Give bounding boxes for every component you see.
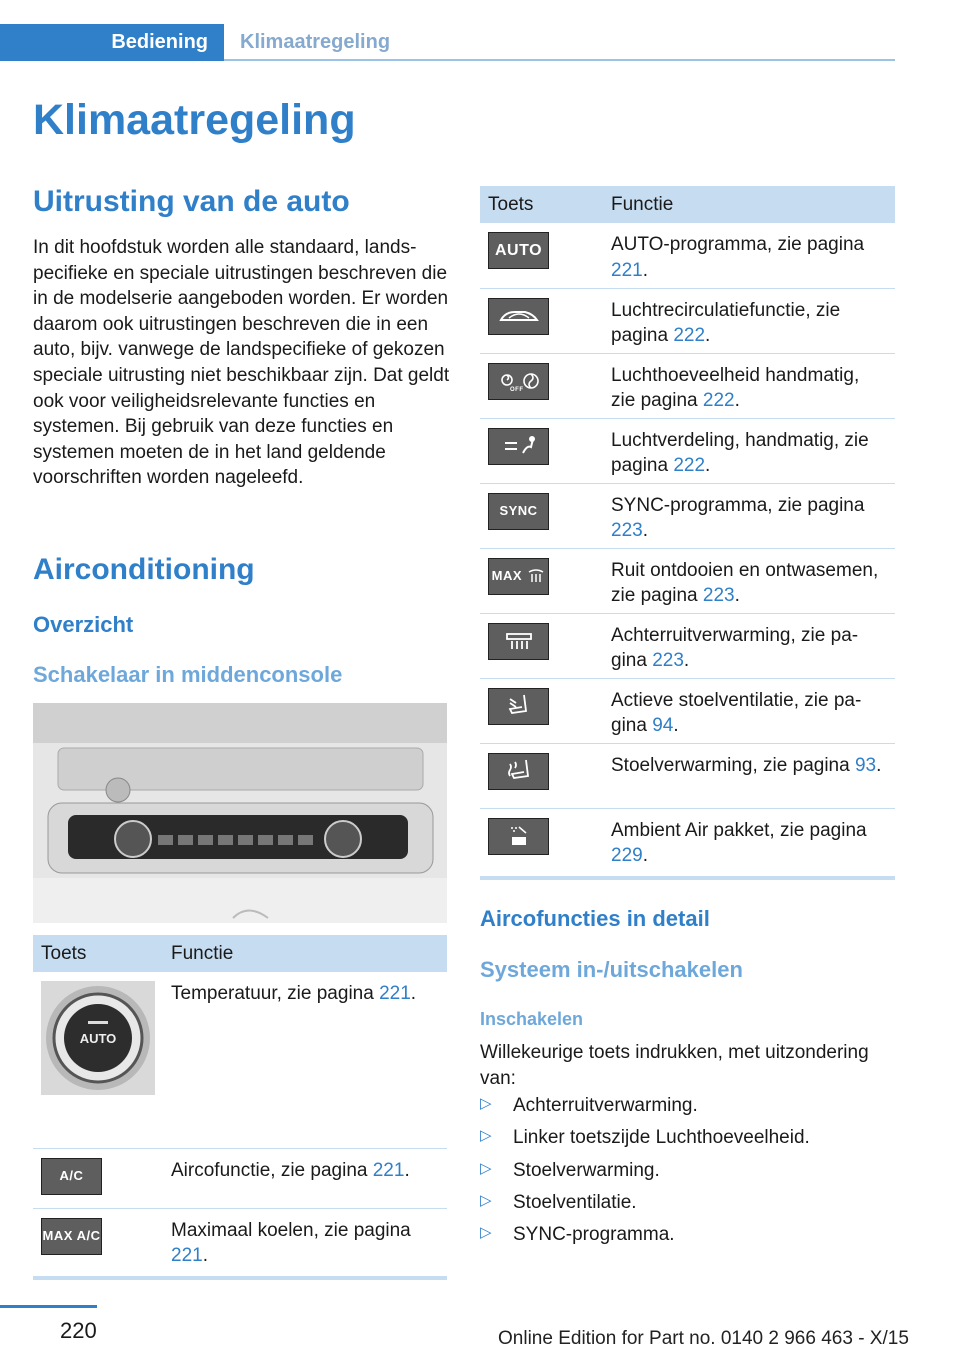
table-row [480,483,895,548]
rear-window-heating-icon [488,623,549,660]
exception-list [480,1095,810,1256]
section-heading-equipment: Uitrusting van de auto [33,185,350,218]
row-punct: . [202,1245,208,1267]
row-text: Ambient Air pakket, zie pagina [611,819,867,841]
sync-button-icon: SYNC [488,493,549,530]
row-text: Actieve stoelventilatie, zie pagina [611,689,862,737]
col-header-key: Toets [33,935,163,972]
row-text: Stoelverwarming, zie pagina [611,754,855,776]
triangle-bullet-icon: ▷ [480,1159,492,1177]
page-link[interactable]: 229 [611,845,643,867]
page-link[interactable]: 93 [854,754,877,776]
row-punct: . [642,259,648,281]
table-row [480,613,895,678]
max-defrost-icon [488,558,549,595]
row-punct: . [642,520,648,542]
row-punct: . [734,390,740,412]
row-punct: . [642,845,648,867]
subheading-console-switch: Schakelaar in middenconsole [33,662,343,687]
list-item [480,1095,810,1127]
row-text: Luchtverdeling, handmatig, zie pagina [611,429,869,477]
page-link[interactable]: 221 [171,1245,203,1267]
row-punct: . [410,983,417,1004]
triangle-bullet-icon: ▷ [480,1095,492,1112]
row-text: Luchthoeveelheid handmatig, zie pagina [611,364,860,412]
table-row [480,418,895,483]
table-row [33,1208,447,1278]
page-link[interactable]: 222 [702,390,735,412]
triangle-bullet-icon: ▷ [480,1127,492,1145]
equipment-paragraph: In dit hoofdstuk worden alle standaard, landspecifieke en speciale uitrustingen beschreven die in de modelserie aangeboden worden. Er worden daarom ook uitrustingen beschreven die in een auto, bijv. vanwege de landspecifieke of gekozen speciale uitrusting niet beschikbaar zijn. Dat geldt ook voor veiligheidsrelevante functies en systemen. Bij gebruik van deze functies en systemen moeten de in het land geldende voorschriften worden nageleefd. [33,237,450,489]
list-item-text: Linker toetszijde Luchthoeveelheid. [513,1127,810,1149]
page-link[interactable]: 221 [379,983,411,1004]
header-rule [224,59,895,61]
row-punct: . [705,455,711,477]
row-punct: . [734,585,740,607]
fan-speed-icon [488,363,549,400]
air-distribution-icon [488,428,549,465]
page-link[interactable]: 223 [652,650,684,672]
svg-text:AUTO: AUTO [79,1031,117,1046]
page-title: Klimaatregeling [33,96,356,144]
page-link[interactable]: 221 [611,259,643,281]
table-row [480,353,895,418]
list-item-text: SYNC-programma. [513,1224,675,1246]
row-text: Aircofunctie, zie pagina [171,1159,373,1181]
seat-ventilation-icon [488,688,549,725]
footer-edition: Online Edition for Part no. 0140 2 966 463 - X/15 [498,1328,909,1349]
subheading-overview: Overzicht [33,612,134,637]
recirculation-icon [488,298,549,335]
col-header-key: Toets [480,186,603,223]
ac-button-icon: A/C [41,1158,102,1195]
center-console-photo [33,703,447,923]
page-link[interactable]: 223 [702,585,735,607]
footer-rule [0,1305,97,1308]
list-item [480,1160,810,1192]
subheading-switch-on: Inschakelen [480,1009,584,1029]
table-row [480,288,895,353]
list-item-text: Stoelverwarming. [513,1159,660,1181]
col-header-function: Functie [163,935,447,972]
list-item [480,1192,810,1224]
list-item [480,1224,810,1256]
header-chapter-tab[interactable]: Bediening [0,24,224,61]
page-link[interactable]: 222 [673,455,706,477]
table-row [33,1148,447,1208]
header-section-tab[interactable]: Klimaatregeling [240,31,391,53]
row-text: Temperatuur, zie pagina [171,983,380,1004]
triangle-bullet-icon: ▷ [480,1191,492,1209]
table-right [480,186,895,880]
seat-heating-icon [488,753,549,790]
svg-text:OFF: OFF [509,387,523,393]
triangle-bullet-icon: ▷ [480,1224,492,1242]
page-link[interactable]: 221 [372,1159,405,1181]
page-number: 220 [60,1318,97,1343]
subheading-system-onoff: Systeem in-/uitschakelen [480,957,743,982]
max-ac-button-icon: MAX A/C [41,1218,102,1255]
max-label: MAX [491,568,523,584]
row-punct: . [683,650,690,672]
switch-on-intro: Willekeurige toets indrukken, met uitzondering van: [480,1042,869,1089]
list-item-text: Stoelventilatie. [513,1191,637,1213]
list-item-text: Achterruitverwarming. [513,1095,698,1116]
page-link[interactable]: 94 [652,715,674,737]
row-text: Maximaal koelen, zie pagina [171,1219,411,1241]
page-link[interactable]: 223 [611,520,643,542]
row-text: Achterruitverwarming, zie pagina [611,624,859,672]
row-text: Luchtrecirculatiefunctie, zie pagina [611,299,841,347]
temperature-knob-icon [41,981,155,1095]
row-text: SYNC-programma, zie pagina [611,494,865,516]
section-heading-airconditioning: Airconditioning [33,553,255,586]
table-row [33,972,447,1148]
col-header-function: Functie [603,186,895,223]
table-row [480,548,895,613]
row-punct: . [404,1159,410,1181]
table-row [480,223,895,288]
running-header [0,24,895,61]
auto-button-icon: AUTO [488,232,549,269]
list-item [480,1127,810,1159]
row-punct: . [876,754,882,776]
table-row [480,743,895,808]
row-text: Ruit ontdooien en ontwasemen, zie pagina [611,559,879,607]
row-punct: . [673,715,679,737]
row-punct: . [705,325,711,347]
table-left [33,935,447,1280]
heading-airco-functions: Aircofuncties in detail [480,906,710,931]
table-row [480,678,895,743]
ambient-air-icon [488,818,549,855]
row-text: AUTO-programma, zie pagina [611,234,865,255]
table-row [480,808,895,878]
page-link[interactable]: 222 [673,325,706,347]
